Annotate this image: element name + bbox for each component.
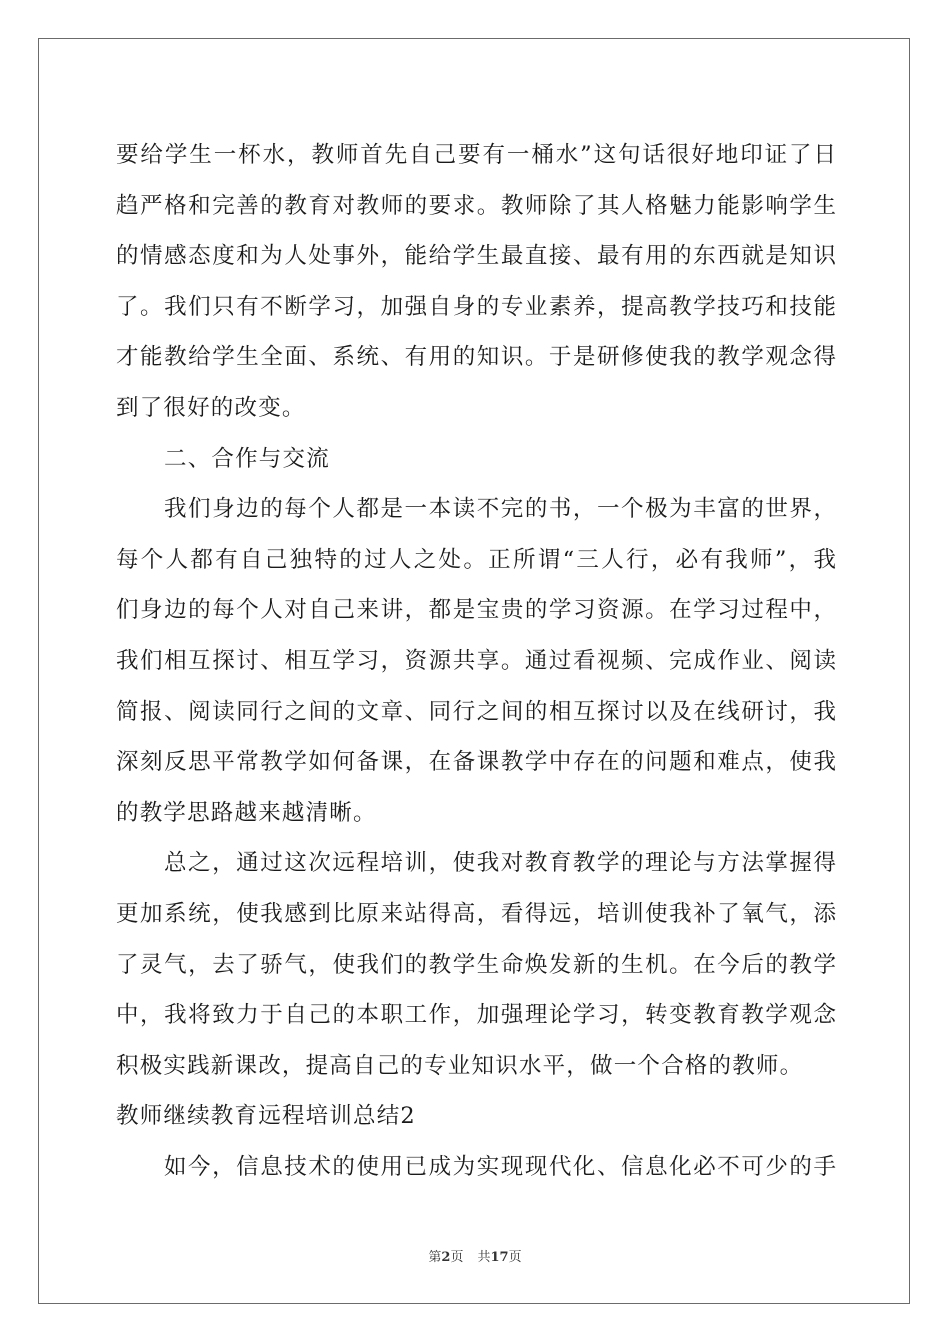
page-footer: [0, 1246, 950, 1265]
text-line: 简报、阅读同行之间的文章、同行之间的相互探讨以及在线研讨，我: [116, 698, 836, 725]
text-line: 的教学思路越来越清晰。: [116, 799, 377, 826]
text-line: 总之，通过这次远程培训，使我对教育教学的理论与方法掌握得: [164, 850, 836, 877]
text-line: 如今，信息技术的使用已成为实现现代化、信息化必不可少的手: [164, 1153, 836, 1180]
text-line: 二、合作与交流: [164, 445, 330, 472]
text-line: 我们身边的每个人都是一本读不完的书，一个极为丰富的世界，: [164, 496, 836, 523]
text-line: 了。我们只有不断学习，加强自身的专业素养，提高教学技巧和技能: [116, 293, 836, 320]
text-line: 了灵气，去了骄气，使我们的教学生命焕发新的生机。在今后的教学: [116, 951, 836, 978]
text-line: 才能教给学生全面、系统、有用的知识。于是研修使我的教学观念得: [116, 344, 836, 371]
text-line: 们身边的每个人对自己来讲，都是宝贵的学习资源。在学习过程中，: [116, 597, 836, 624]
text-line: 要给学生一杯水，教师首先自己要有一桶水”这句话很好地印证了日: [116, 142, 836, 168]
footer-total-prefix: 共: [477, 1250, 491, 1265]
footer-prefix: 第: [428, 1250, 442, 1265]
text-line: 积极实践新课改，提高自己的专业知识水平，做一个合格的教师。: [116, 1052, 804, 1079]
text-line: 到了很好的改变。: [116, 394, 306, 421]
text-line: 更加系统，使我感到比原来站得高，看得远，培训使我补了氧气，添: [116, 900, 836, 927]
text-line: 中，我将致力于自己的本职工作，加强理论学习，转变教育教学观念: [116, 1002, 836, 1029]
current-page-number: 2: [441, 1250, 451, 1265]
footer-total-unit: 页: [508, 1250, 522, 1265]
text-line: 的情感态度和为人处事外，能给学生最直接、最有用的东西就是知识: [116, 243, 836, 270]
document-body: [116, 130, 836, 1192]
text-line: 我们相互探讨、相互学习，资源共享。通过看视频、完成作业、阅读: [116, 647, 836, 674]
text-line: 教师继续教育远程培训总结2: [116, 1103, 416, 1130]
footer-page-unit: 页: [450, 1250, 464, 1265]
text-line: 深刻反思平常教学如何备课，在备课教学中存在的问题和难点，使我: [116, 749, 836, 776]
text-line: 每个人都有自己独特的过人之处。正所谓“三人行，必有我师”，我: [116, 546, 836, 573]
text-line: 趋严格和完善的教育对教师的要求。教师除了其人格魅力能影响学生: [116, 192, 836, 219]
total-pages-number: 17: [490, 1250, 509, 1265]
